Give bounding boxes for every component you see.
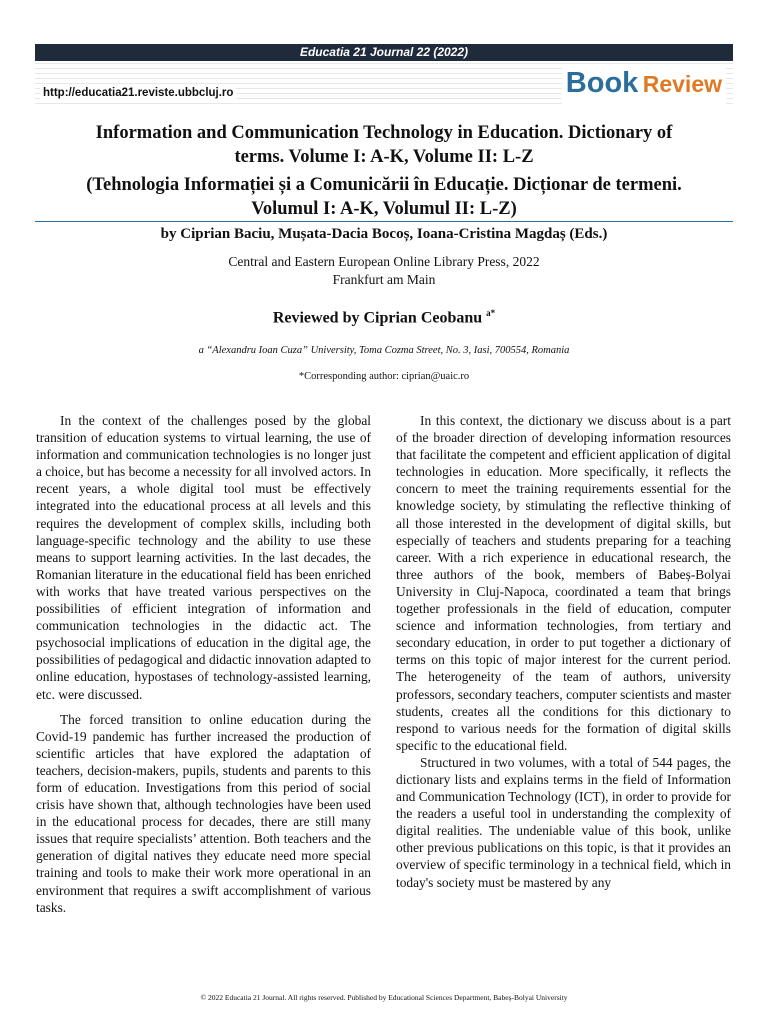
title-divider <box>35 221 733 222</box>
book-title-ro-line-2: Volumul I: A-K, Volumul II: L-Z) <box>251 199 517 219</box>
logo-review-word: Review <box>642 71 722 97</box>
publisher-city: Frankfurt am Main <box>332 272 436 287</box>
paragraph: In the context of the challenges posed by the global transition of education systems to virtual learning, the use of information and communication technologies is no longer just a choice, but has become a necessity for all involved actors. In recent years, a whole digital tool must be effectively integrated into the educational process at all levels and this requires the development of complex skills, including both language-specific technology and the ability to use these means to support learning activities. In the last decades, the Romanian literature in the educational field has been enriched with works that have treated various perspectives on the possibilities of efficient integration of information and communication technologies in the didactic act. The psychosocial implications of education in the digital age, the possibilities of pedagogical and didactic innovation adapted to online education, hypostases of technology-assisted learning, etc. were discussed. <box>36 413 372 702</box>
corresponding-author: *Corresponding author: ciprian@uaic.ro <box>298 371 470 382</box>
copyright-footer: © 2022 Educatia 21 Journal. All rights reserved. Published by Educational Sciences Department, Babeș-Bolyai University <box>200 993 568 1002</box>
logo-book-word: Book <box>565 67 639 99</box>
book-review-logo <box>562 66 726 105</box>
book-title-en-line-2: terms. Volume I: A-K, Volume II: L-Z <box>234 147 534 167</box>
body-column-right <box>396 412 731 891</box>
publisher-line: Central and Eastern European Online Library Press, 2022 <box>228 254 540 269</box>
reviewer-name: Reviewed by Ciprian Ceobanu <box>272 309 483 327</box>
journal-url-link[interactable]: http://educatia21.reviste.ubbcluj.ro <box>40 87 236 99</box>
body-column-left <box>36 412 371 916</box>
journal-header-bar <box>35 44 733 61</box>
paragraph: Structured in two volumes, with a total of 544 pages, the dictionary lists and explains terms in the field of Information and Communication Technology (ICT), in order to provide for the readers a useful tool in understanding the complexity of digital realities. The undeniable value of this book, unlike other previous publications on this topic, is that it provides an overview of specific terminology in a technical field, which in today's society must be mastered by any <box>396 754 731 890</box>
journal-title: Educatia 21 Journal 22 (2022) <box>299 45 469 59</box>
book-authors: by Ciprian Baciu, Mușata-Dacia Bocoș, Ioana-Cristina Magdaș (Eds.) <box>160 226 608 242</box>
reviewer-affiliation: a “Alexandru Ioan Cuza” University, Toma Cozma Street, No. 3, Iasi, 700554, Romania <box>198 345 570 356</box>
book-title-ro-line-1: (Tehnologia Informației și a Comunicării în Educație. Dicționar de termeni. <box>86 175 682 195</box>
paragraph: In this context, the dictionary we discuss about is a part of the broader direction of developing information resources that facilitate the competent and efficient application of digital technologies in education. More specifically, it reflects the concern to meet the training requirements essential for the knowledge society, by stimulating the reflective thinking of all those interested in the development of digital skills, but especially of teachers and students preparing for a teaching career. With a rich experience in educational research, the three authors of the book, members of Babeș-Bolyai University in Cluj-Napoca, coordinated a team that brings together professionals in the field of education, computer science and information technologies, from tertiary and secondary education, in order to put together a dictionary of terms on this topic of major interest for the current period. The heterogeneity of the team of authors, university professors, secondary teachers, computer scientists and master students, creates all the conditions for this dictionary to respond to various needs for the formation of digital skills specific to the educational field. <box>396 413 731 753</box>
paragraph: The forced transition to online education during the Covid-19 pandemic has further increased the production of scientific articles that have explored the adaptation of teachers, decision-makers, pupils, students and parents to this form of education. Investigations from this period of social crisis have shown that, although technologies have been used in the educational process for decades, there are still many issues that require specialists’ attention. Both teachers and the generation of digital natives they educate need more special training and tools to make their work more operational in an environment that requires a swift accomplishment of various tasks. <box>36 711 371 915</box>
reviewer-affiliation-mark: a* <box>486 308 496 318</box>
book-title-en-line-1: Information and Communication Technology in Education. Dictionary of <box>95 123 673 143</box>
reviewer-heading <box>40 308 728 327</box>
